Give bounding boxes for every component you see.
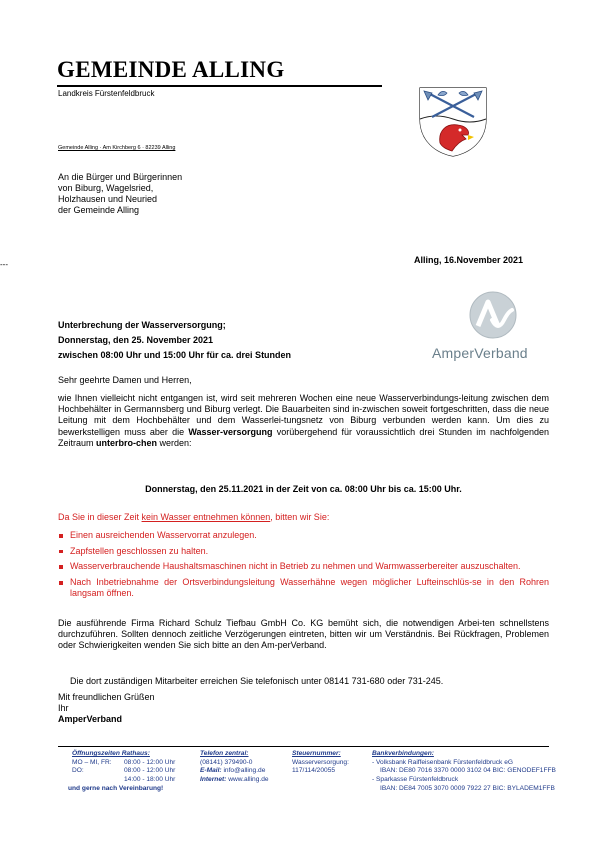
list-item: Wasserverbrauchende Haushaltsmaschinen nicht in Betrieb zu nehmen und Warmwasserbereiter auszuschalten. — [58, 561, 549, 572]
paragraph-text: vorübergehend für voraussichtlich drei Stunden im nachfolgenden Zeitraum — [58, 426, 549, 448]
outage-time-highlight: Donnerstag, den 25.11.2021 in der Zeit von ca. 08:00 Uhr bis ca. 15:00 Uhr. — [145, 484, 462, 494]
footer-bank — [372, 750, 582, 794]
contact-phone: (08141) 379490-0 — [200, 758, 253, 766]
letter-subject — [58, 318, 291, 363]
web-label: Internet: — [200, 776, 227, 784]
hours-day: MO – MI, FR: — [72, 758, 112, 766]
instruction-list — [58, 530, 549, 604]
hours-row — [72, 759, 190, 768]
warning-intro — [58, 512, 329, 522]
tax-number: 117/114/20055 — [292, 767, 336, 775]
recipient-line: Holzhausen und Neuried — [58, 194, 158, 204]
bank-title: Bankverbindungen: — [372, 750, 434, 757]
list-item: Einen ausreichenden Wasservorrat anzulegen. — [58, 530, 549, 541]
fold-mark: --- — [0, 260, 8, 269]
closing-line: Mit freundlichen Grüßen — [58, 692, 155, 702]
paragraph-text: werden: — [157, 437, 192, 448]
warning-underlined: kein Wasser entnehmen können — [141, 512, 271, 522]
amperverband-logo-icon — [468, 290, 518, 340]
hours-row — [72, 767, 190, 776]
hours-time: 08:00 - 12:00 Uhr — [124, 758, 176, 766]
bank-name: - Volksbank Raiffeisenbank Fürstenfeldbruck eG — [372, 758, 513, 766]
letter-date: Alling, 16.November 2021 — [414, 255, 524, 265]
return-address: Gemeinde Alling · Am Kirchberg 6 · 82239 Alling — [58, 145, 176, 151]
hours-day: DO: — [72, 767, 84, 775]
tax-title: Steuernummer: — [292, 750, 341, 757]
bank-details: IBAN: DE84 7005 3070 0009 7922 27 BIC: BYLADEM1FFB — [380, 784, 555, 792]
recipient-block — [58, 172, 182, 216]
list-item: Nach Inbetriebnahme der Ortsverbindungsleitung Wasserhähne wegen möglicher Lufteinschlüs-se in den Rohren langsam öffnen. — [58, 577, 549, 599]
org-title: GEMEINDE ALLING — [57, 57, 285, 82]
recipient-line: An die Bürger und Bürgerinnen — [58, 172, 183, 182]
contact-title: Telefon zentral: — [200, 750, 249, 757]
hours-row — [72, 776, 190, 785]
amperverband-wordmark: AmperVerband — [432, 345, 528, 361]
hours-day — [72, 776, 124, 785]
footer-divider — [58, 746, 549, 747]
subject-line: Donnerstag, den 25. November 2021 — [58, 335, 214, 345]
footer-tax — [292, 750, 364, 776]
contact-website[interactable]: www.alling.de — [228, 776, 269, 784]
paragraph-intro — [58, 393, 549, 449]
district-name: Landkreis Fürstenfeldbruck — [58, 89, 155, 98]
subject-line: zwischen 08:00 Uhr und 15:00 Uhr für ca. drei Stunden — [58, 350, 292, 360]
signature: AmperVerband — [58, 714, 123, 725]
tax-label: Wasserversorgung: — [292, 758, 349, 766]
email-label: E-Mail: — [200, 767, 222, 775]
paragraph-contractor: Die ausführende Firma Richard Schulz Tiefbau GmbH Co. KG bemüht sich, die notwendigen Arbei-ten schnellstens durchzuführen. Sollten dennoch zeitliche Verzögerungen eintreten, bitten wir um Verständnis. Bei Rückfragen, Problemen oder Schwierigkeiten wenden Sie sich bitte an den Am-perVerband. — [58, 618, 549, 651]
warning-text: , bitten wir Sie: — [270, 512, 330, 522]
recipient-line: von Biburg, Wagelsried, — [58, 183, 154, 193]
paragraph-bold: Wasser-versorgung — [188, 426, 273, 437]
hours-time: 08:00 - 12:00 Uhr — [124, 767, 176, 775]
salutation: Sehr geehrte Damen und Herren, — [58, 375, 192, 385]
bank-name: - Sparkasse Fürstenfeldbruck — [372, 776, 459, 784]
footer-opening-hours — [68, 750, 190, 794]
opening-hours-title: Öffnungszeiten Rathaus: — [72, 750, 150, 757]
coat-of-arms-icon — [416, 85, 490, 157]
contact-email[interactable]: info@alling.de — [223, 767, 266, 775]
paragraph-phone: Die dort zuständigen Mitarbeiter erreichen Sie telefonisch unter 08141 731-680 oder 731-245. — [70, 676, 444, 686]
paragraph-text: wie Ihnen vielleicht nicht entgangen ist, wird seit mehreren Wochen eine neue Wasserverbindungs-leitung zwischen dem Hochbehälter in Germannsberg und Biburg verlegt. Die Bauarbeiten sind in-zwischen soweit fortgeschritten, dass die neue Leitung mit dem Hochbehälter und dem Wasserlei-tungsnetz von Biburg verbunden werden kann. Um dies zu bewerkstelligen muss aber die — [58, 393, 549, 437]
list-item: Zapfstellen geschlossen zu halten. — [58, 546, 549, 557]
hours-time: 14:00 - 18:00 Uhr — [124, 776, 176, 784]
footer-contact — [200, 750, 290, 785]
subject-line: Unterbrechung der Wasserversorgung; — [58, 320, 226, 330]
closing-line: Ihr — [58, 703, 69, 714]
paragraph-bold: unterbro-chen — [96, 437, 158, 448]
title-underline — [57, 85, 382, 87]
recipient-line: der Gemeinde Alling — [58, 205, 140, 215]
bank-details: IBAN: DE80 7016 3370 0000 3102 04 BIC: GENODEF1FFB — [380, 767, 556, 775]
hours-note: und gerne nach Vereinbarung! — [68, 784, 164, 792]
warning-text: Da Sie in dieser Zeit — [58, 512, 142, 522]
closing-block — [58, 692, 155, 726]
